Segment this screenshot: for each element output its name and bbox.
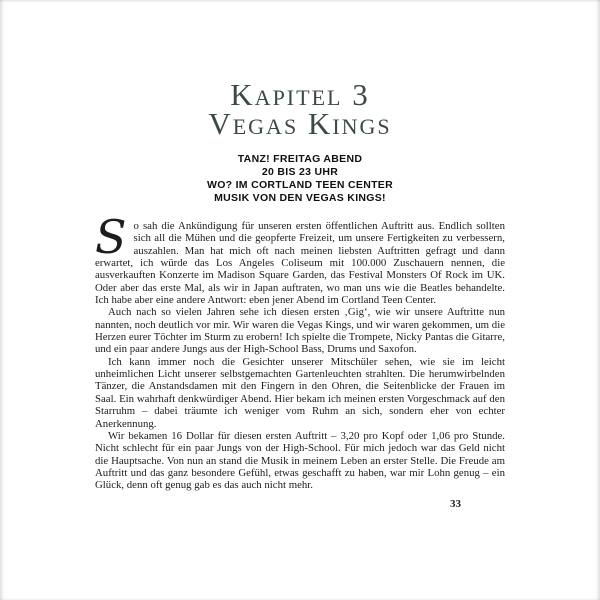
chapter-label: Kapitel 3 [230, 77, 370, 112]
page-footer [95, 498, 505, 510]
paragraph-1-text: o sah die Ankündigung für unseren ersten öffentlichen Auftritt aus. Endlich sollten sich all die Mühen und die geopferte Freizeit, um unsere Fertigkeiten zu verbessern, auszahlen. Man hat mich oft nach meinen liebsten Auftritten gefragt und dann erwartet, ich würde das Los Angeles Coliseum mit 100.000 Zuschauern nennen, die ausverkauften Konzerte im Madison Square Garden, das Festival Monsters Of Rock im UK. Oder aber das erste Mal, als wir in Japan auftraten, wo man uns wie die Beatles behandelte. Ich habe aber eine andere Antwort: eben jener Abend im Cortland Teen Center. [95, 220, 505, 307]
announcement-line-4: MUSIK VON DEN VEGAS KINGS! [214, 192, 386, 204]
page-number: 33 [450, 497, 461, 510]
announcement-line-3: WO? IM CORTLAND TEEN CENTER [206, 179, 393, 191]
chapter-body [95, 210, 505, 492]
announcement-line-1: TANZ! FREITAG ABEND [237, 153, 363, 165]
announcement-line-2: 20 BIS 23 UHR [261, 166, 339, 178]
paragraph-3: Ich kann immer noch die Gesichter unserer Mitschüler sehen, wie sie im leicht unheimlichen Licht unserer selbstgemachten Gartenleuchten strahlten. Die herumwirbelnden Tänzer, die Anstandsdamen mit den Fingern in den Ohren, die Seitenblicke der Frauen im Saal. Ein wahrhaft denkwürdiger Abend. Hier bekam ich meinen ersten Vorgeschmack auf den Starruhm – dabei träumte ich weniger vom Ruhm an sich, sondern eher von echter Anerkennung. [95, 355, 505, 430]
chapter-title: Vegas Kings [208, 106, 392, 141]
paragraph-4: Wir bekamen 16 Dollar für diesen ersten Auftritt – 3,20 pro Kopf oder 1,06 pro Stunde. Nicht schlecht für ein paar Jungs von der High-School. Für mich jedoch war das Geld nicht die Hauptsache. Von nun an stand die Musik in meinem Leben an erster Stelle. Die Freude am Auftritt und das ganz besondere Gefühl, etwas geschafft zu haben, war mir Lohn genug – ein Glück, denn oft genug gab es das auch nicht mehr. [95, 429, 505, 492]
chapter-heading [0, 77, 600, 141]
dance-announcement [0, 153, 600, 205]
paragraph-1 [95, 210, 505, 307]
dropcap-letter: S [95, 210, 127, 264]
paragraph-2: Auch nach so vielen Jahren sehe ich diesen ersten ‚Gig‘, wie wir unsere Auftritte nun nannten, noch deutlich vor mir. Wir waren die Vegas Kings, und wir waren gekommen, um die Herzen eurer Töchter im Sturm zu erobern! Ich spielte die Trompete, Nicky Pantas die Gitarre, und ein paar andere Jungs aus der High-School Bass, Drums und Saxofon. [95, 306, 505, 356]
